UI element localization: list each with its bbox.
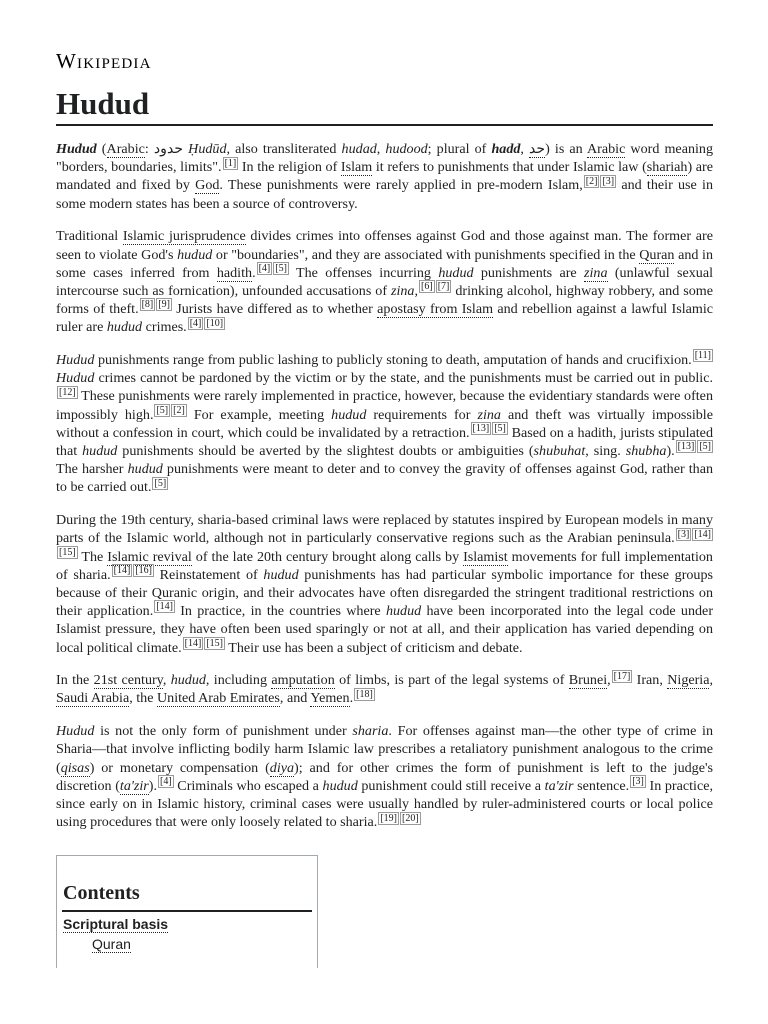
citation-ref[interactable]: [14]	[113, 565, 131, 577]
citation-ref[interactable]: [13]	[677, 441, 695, 453]
link-nigeria[interactable]: Nigeria	[667, 672, 710, 689]
citation-ref[interactable]: [5]	[494, 423, 506, 435]
link-amputation[interactable]: amputation	[271, 672, 335, 689]
table-of-contents	[56, 855, 318, 968]
link-islam[interactable]: Islam	[340, 159, 373, 176]
citation-ref[interactable]: [16]	[135, 565, 152, 577]
toc-title: Contents	[63, 882, 140, 904]
link-diya[interactable]: diya	[269, 759, 295, 776]
citation-ref[interactable]: [3]	[632, 776, 644, 788]
link-saudi-arabia[interactable]: Saudi Arabia	[56, 690, 130, 707]
paragraph-history: During the 19th century, sharia-based criminal laws were replaced by statutes inspired by European models in many parts of the Islamic world, although not in particularly conservative regions such as the Arabian peninsula. [3] [14][15] The Islamic revival of the late 20th century brought along calls by Islamist movements for full implementation of sharia. [14] [16] Reinstatement of hudud punishments has had particular symbolic importance for these groups because of their Quranic origin, and their advocates have often disregarded the stringent traditional restrictions on their application. [14] In practice, in the countries where hudud have been incorporated into the legal code under Islamist pressure, they have often been used sparingly or not at all, and their application has varied depending on local political climate. [14] [15] Their use has been a subject of criticism and debate.	[56, 512, 714, 656]
link-uae[interactable]: United Arab Emirates	[157, 690, 280, 707]
citation-ref[interactable]: [2]	[585, 175, 598, 187]
toc-item-scriptural-basis[interactable]: Scriptural basis	[63, 916, 169, 932]
wikipedia-wordmark[interactable]: Wikipedia	[56, 49, 152, 73]
link-islamic-revival[interactable]: Islamic revival	[107, 548, 192, 565]
link-arabic[interactable]: Arabic	[106, 141, 145, 157]
citation-ref[interactable]: [9]	[158, 299, 170, 311]
link-arabic-language[interactable]: Arabic	[587, 141, 626, 157]
link-islamist[interactable]: Islamist	[463, 548, 508, 565]
citation-ref[interactable]: [5]	[699, 441, 711, 453]
citation-ref[interactable]: [1]	[224, 157, 237, 169]
paragraph-21st-century: In the 21st century, hudud, including amputation of limbs, is part of the legal systems of Brunei, [17] Iran, Nigeria, Saudi Arabia, the United Arab Emirates, and Yemen. [18]	[56, 670, 714, 707]
citation-ref[interactable]: [15]	[206, 637, 223, 649]
citation-ref[interactable]: [4]	[258, 263, 271, 275]
link-quran[interactable]: Quran	[639, 246, 675, 263]
paragraph-intro: Hudud (Arabic: حدود Ḥudūd, also transliterated hudad, hudood; plural of hadd, حد) is an Arabic word meaning "borders, boundaries, limits". [1] In the religion of Islam it refers to punishments that under Islamic law (shariah) are mandated and fixed by God. These punishments were rarely applied in pre-modern Islam, [2] [3] and their use in some modern states has been a source of controversy.	[56, 141, 714, 212]
toc-divider	[62, 910, 312, 912]
citation-ref[interactable]: [8]	[141, 299, 154, 311]
paragraph-punishments: Hudud punishments range from public lashing to publicly stoning to death, amputation of hands and crucifixion. [11] Hudud crimes cannot be pardoned by the victim or by the state, and the punishments must be carried out in public.[12] These punishments were rarely implemented in practice, however, because the evidentiary standards were often impossibly high. [5] [2] For example, meeting hudud requirements for zina and theft was virtually impossible without a confession in court, which could be invalidated by a retraction. [13] [5] Based on a hadith, jurists stipulated that hudud punishments should be averted by the slightest doubts or ambiguities (shubuhat, sing. shubha). [13] [5] The harsher hudud punishments were meant to deter and to convey the gravity of offenses against God, rather than to be carried out. [5]	[56, 350, 714, 496]
citation-ref[interactable]: [6]	[421, 281, 433, 293]
toc-item-quran[interactable]: Quran	[92, 936, 131, 952]
link-islamic-jurisprudence[interactable]: Islamic jurisprudence	[122, 228, 246, 245]
citation-ref[interactable]: [5]	[154, 477, 167, 489]
citation-ref[interactable]: [18]	[356, 688, 373, 700]
link-shariah[interactable]: shariah	[646, 159, 688, 176]
citation-ref[interactable]: [15]	[59, 546, 76, 558]
citation-ref[interactable]: [14]	[184, 637, 202, 649]
citation-ref[interactable]: [4]	[189, 317, 202, 329]
article-body	[56, 140, 713, 846]
citation-ref[interactable]: [4]	[160, 776, 172, 788]
page-title: Hudud	[56, 84, 713, 126]
citation-ref[interactable]: [3]	[602, 175, 615, 187]
citation-ref[interactable]: [3]	[677, 528, 690, 540]
paragraph-jurisprudence: Traditional Islamic jurisprudence divides crimes into offenses against God and those against man. The former are seen to violate God's hudud or "boundaries", and they are associated with punishments specified in the Quran and in some cases inferred from hadith. [4] [5] The offenses incurring hudud punishments are zina (unlawful sexual intercourse such as fornication), unfounded accusations of zina, [6] [7] drinking alcohol, highway robbery, and some forms of theft. [8] [9] Jurists have differed as to whether apostasy from Islam and rebellion against a lawful Islamic ruler are hudud crimes. [4] [10]	[56, 228, 713, 336]
citation-ref[interactable]: [12]	[59, 386, 76, 398]
link-zina[interactable]: zina	[584, 264, 608, 281]
link-brunei[interactable]: Brunei	[568, 672, 608, 689]
citation-ref[interactable]: [13]	[472, 423, 490, 435]
citation-ref[interactable]: [14]	[156, 601, 173, 613]
link-qisas[interactable]: qisas	[60, 759, 90, 776]
link-tazir[interactable]: ta'zir	[119, 777, 149, 794]
citation-ref[interactable]: [2]	[173, 404, 185, 416]
citation-ref[interactable]: [19]	[380, 812, 397, 824]
citation-ref[interactable]: [7]	[437, 281, 450, 293]
citation-ref[interactable]: [14]	[694, 528, 711, 540]
link-21st-century[interactable]: 21st century	[93, 672, 163, 689]
link-yemen[interactable]: Yemen	[310, 690, 350, 707]
citation-ref[interactable]: [10]	[206, 317, 224, 329]
link-hadd-arabic[interactable]: حد	[529, 141, 546, 157]
citation-ref[interactable]: [17]	[613, 670, 631, 682]
paragraph-other-punishments: Hudud is not the only form of punishment under sharia. For offenses against man—the other type of crime in Sharia—that involve inflicting bodily harm Islamic law prescribes a retaliatory punishment analogous to the crime (qisas) or monetary compensation (diya); and for other crimes the form of punishment is left to the judge's discretion (ta'zir). [4] Criminals who escaped a hudud punishment could still receive a ta'zir sentence. [3] In practice, since early on in Islamic history, criminal cases were usually handled by ruler-administered courts or local police using procedures that were only loosely related to sharia. [19] [20]	[56, 723, 714, 831]
link-apostasy[interactable]: apostasy from Islam	[377, 301, 494, 318]
link-hadith[interactable]: hadith	[216, 264, 253, 281]
citation-ref[interactable]: [11]	[694, 350, 711, 362]
link-god[interactable]: God	[195, 177, 220, 194]
citation-ref[interactable]: [5]	[275, 263, 287, 275]
citation-ref[interactable]: [20]	[402, 812, 419, 824]
citation-ref[interactable]: [5]	[156, 404, 169, 416]
